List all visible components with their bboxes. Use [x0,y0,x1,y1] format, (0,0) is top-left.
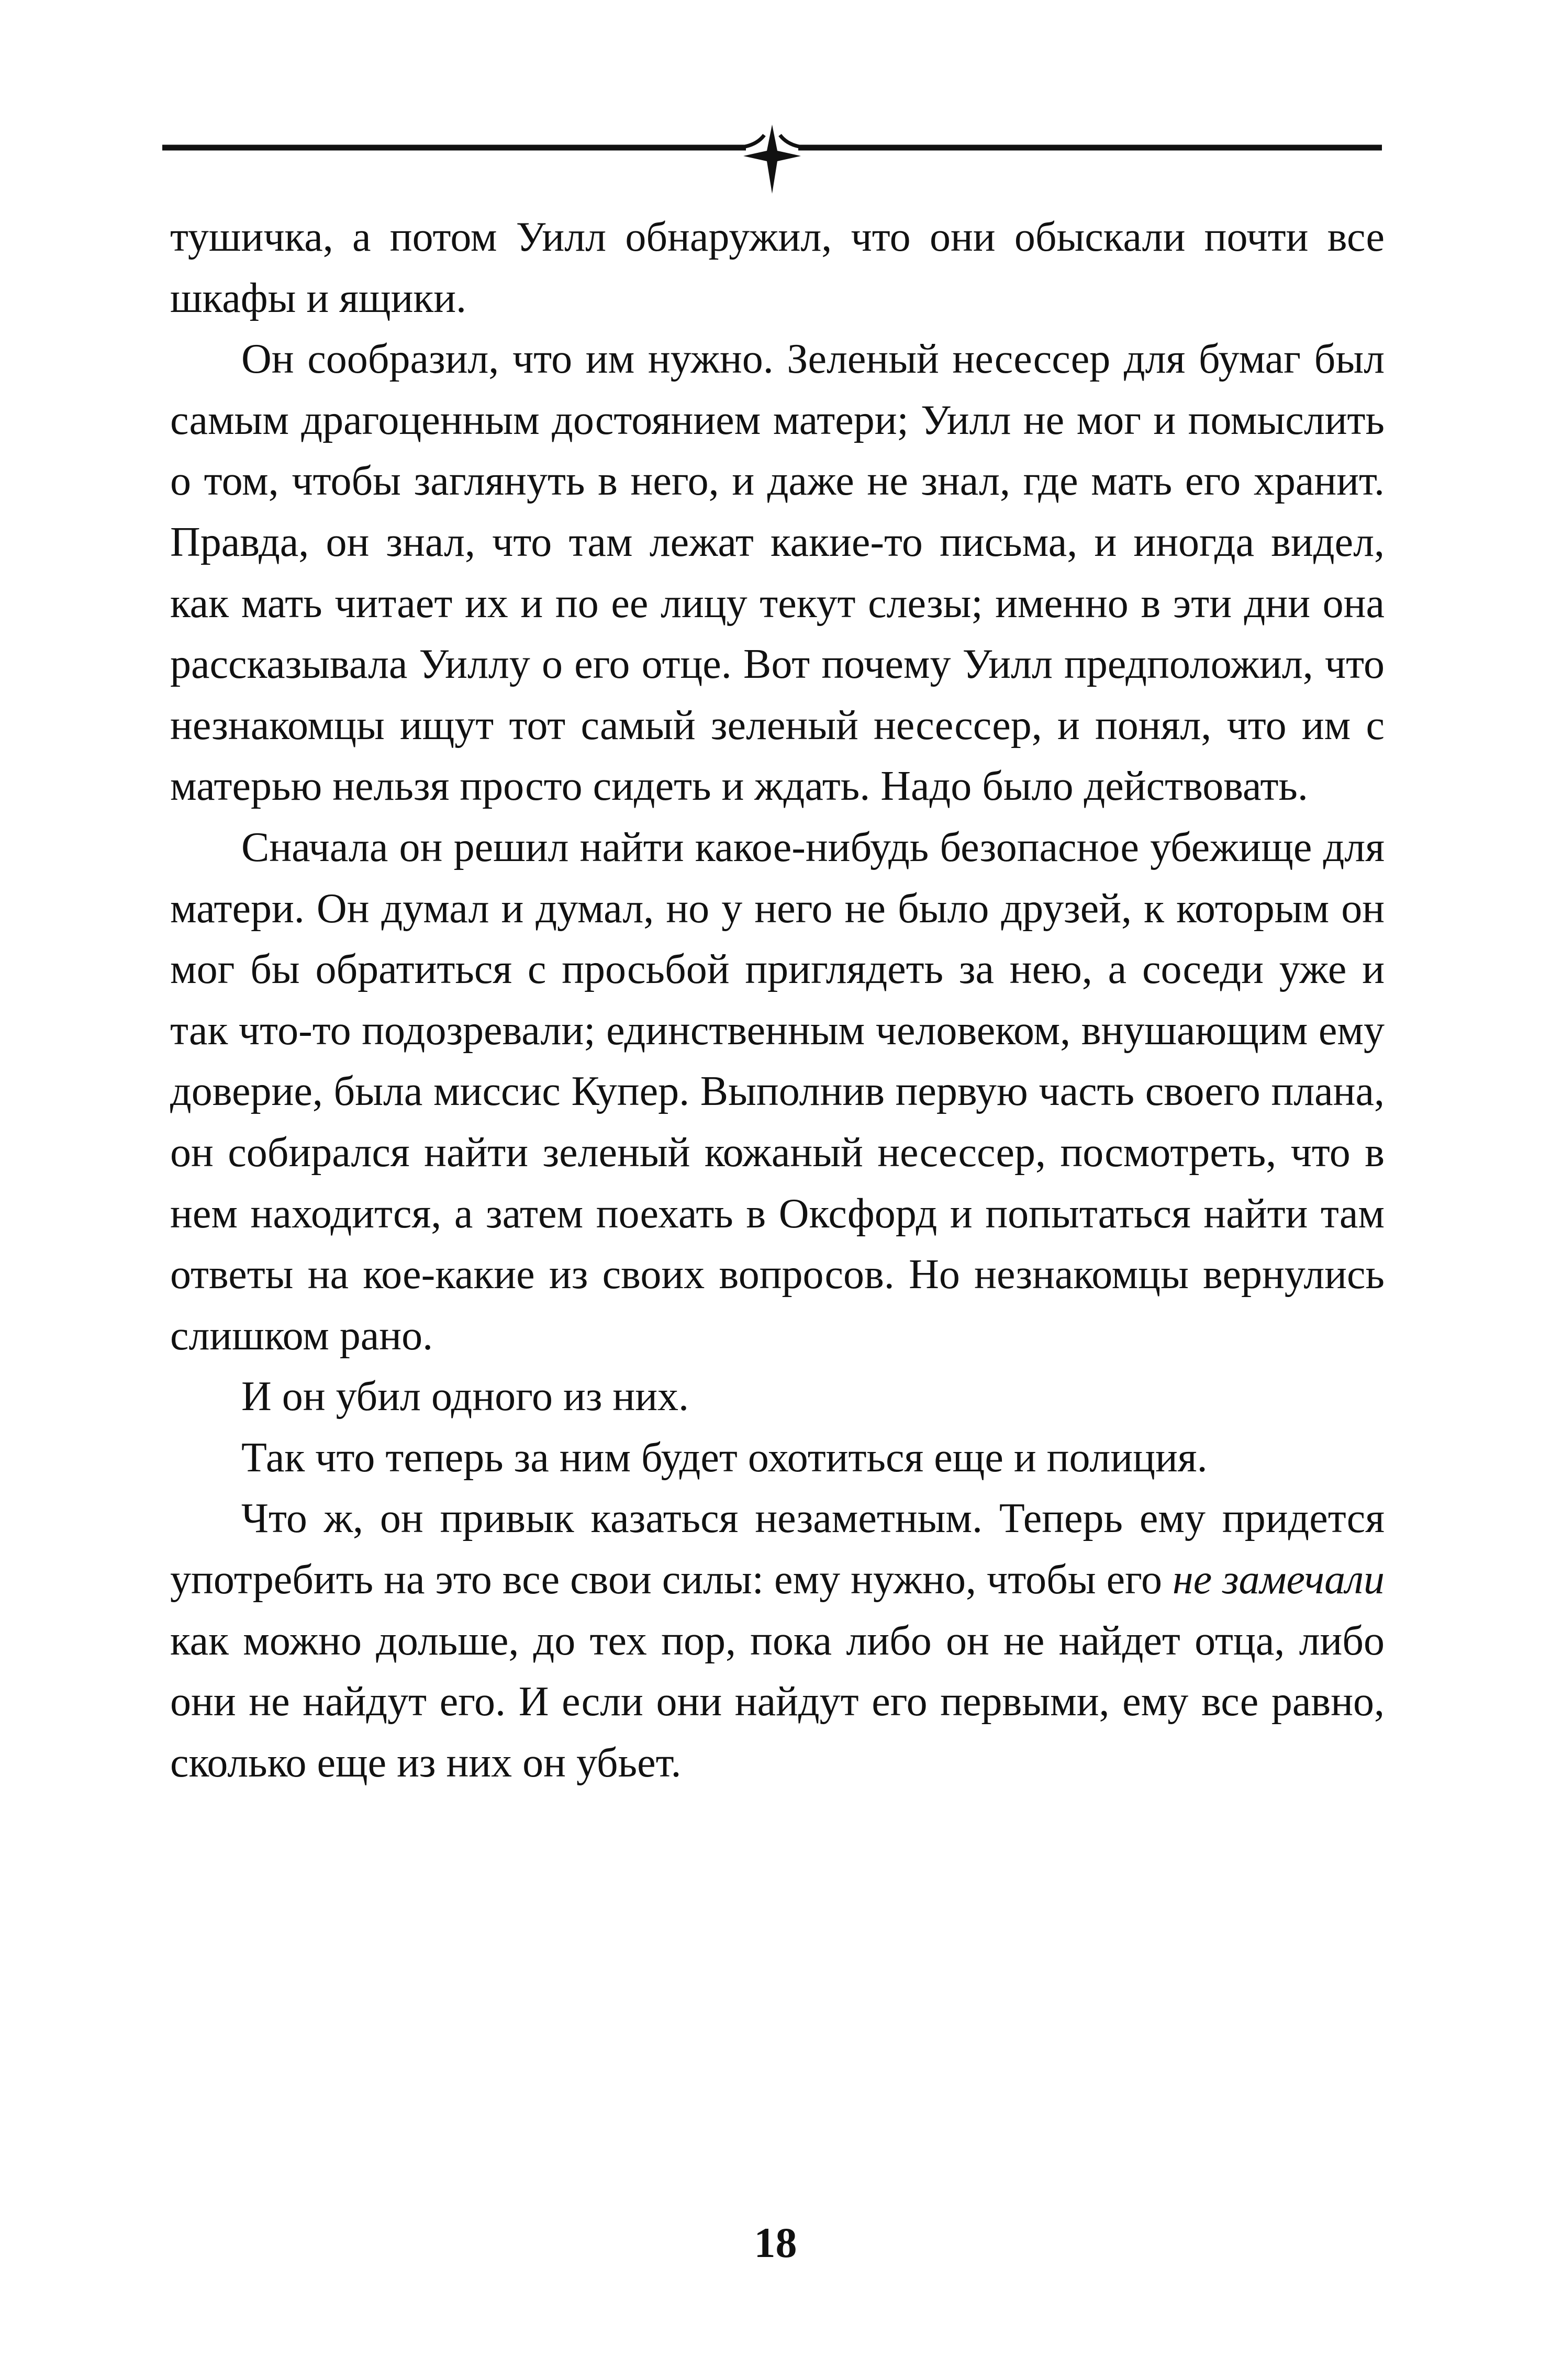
paragraph-6 [170,1488,1385,1793]
page-number: 18 [754,2219,797,2266]
header-ornament-divider [162,120,1382,199]
paragraph-6-end: как можно дольше, до тех пор, пока либо он не найдет отца, либо они не найдут его. И если они найдут его первыми, ему все равно, сколько еще из них он убьет. [170,1617,1385,1786]
paragraph-2: Он сообразил, что им нужно. Зеленый несессер для бумаг был самым драгоценным достоянием матери; Уилл не мог и помыслить о том, чтобы заглянуть в него, и даже не знал, где мать его хранит. Правда, он знал, что там лежат какие-то письма, и иногда видел, как мать читает их и по ее лицу текут слезы; именно в эти дни она рассказывала Уиллу о его отце. Вот почему Уилл предположил, что незнакомцы ищут тот самый зеленый несессер, и понял, что им с матерью нельзя просто сидеть и ждать. Надо было действовать. [170,336,1385,810]
paragraph-5: Так что теперь за ним будет охотиться еще и полиция. [241,1434,1208,1481]
paragraph-1: тушичка, а потом Уилл обнаружил, что они обыскали почти все шкафы и ящики. [170,214,1385,321]
paragraph-3: Сначала он решил найти какое-нибудь безопасное убежище для матери. Он думал и думал, но у него не было друзей, к которым он мог бы обратиться с просьбой приглядеть за нею, а соседи уже и так что-то подозревали; единственным человеком, внушающим ему доверие, была миссис Купер. Выполнив первую часть своего плана, он собирался найти зеленый кожаный несессер, посмотреть, что в нем находится, а затем поехать в Оксфорд и попытаться найти там ответы на кое-какие из своих вопросов. Но незнакомцы вернулись слишком рано. [170,824,1385,1359]
body-text [170,207,1385,1793]
emphasized-phrase: не замечали [1173,1557,1385,1603]
paragraph-4: И он убил одного из них. [241,1373,689,1420]
paragraph-6-start: Что ж, он привык казаться незаметным. Теперь ему придется употребить на это все свои силы: ему нужно, чтобы его [170,1495,1385,1603]
